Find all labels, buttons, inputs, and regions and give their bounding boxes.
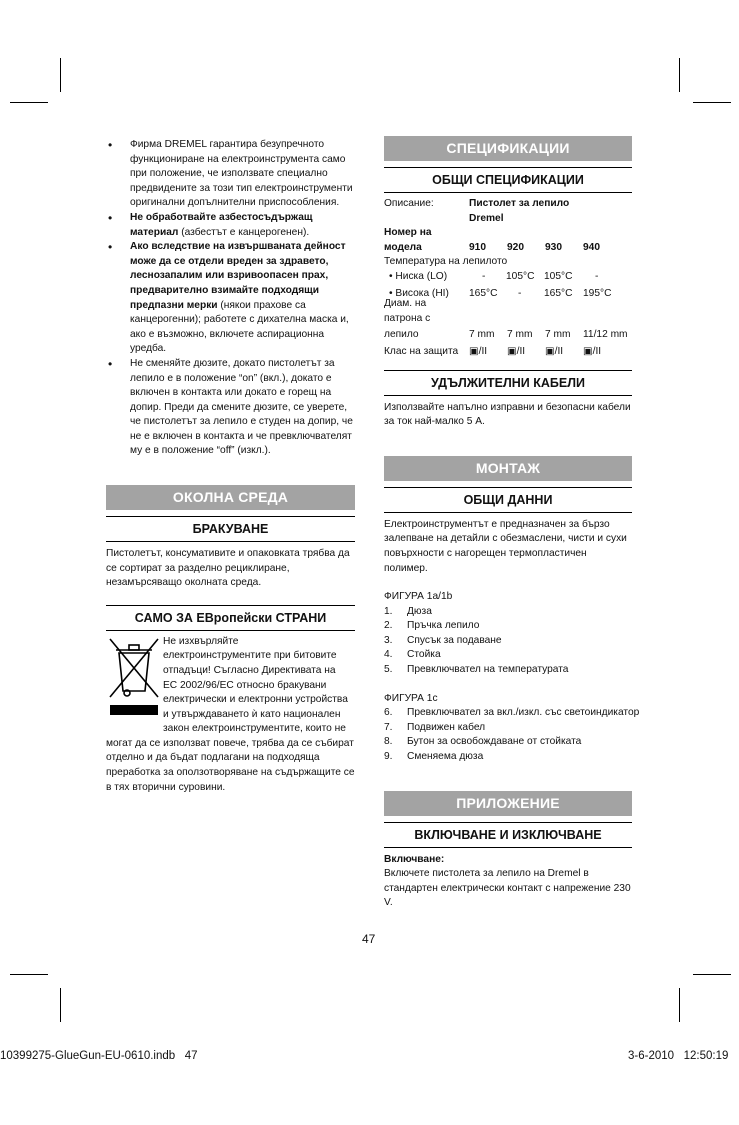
spec-value: 7 mm [545,329,571,341]
spec-value: 11/12 mm [583,329,628,341]
crop-mark [693,974,731,975]
spec-value: - [595,270,599,282]
eu-line: отпадъци! Съгласно Директивата на [163,665,336,677]
spec-value: 7 mm [507,329,533,341]
list-item: 6. Превключвател за вкл./изкл. със светоиндикатор [384,707,640,719]
crop-mark [679,58,680,92]
disposal-text: Пистолетът, консумативите и опаковката трябва да се сортират за разделно рециклиране, незамърсяващо околната среда. [106,548,350,589]
eu-heading: САМО ЗА ЕВропейски СТРАНИ [106,605,355,631]
eu-line: Не изхвърляйте [163,635,239,647]
eu-line: ЕС 2002/96/ЕС относно бракувани [163,679,327,691]
spec-value: - [482,270,486,282]
left-column [106,138,355,795]
spec-value: 7 mm [469,329,495,341]
application-banner: ПРИЛОЖЕНИЕ [384,791,632,816]
spec-label: Номер на [384,227,432,239]
spec-value: Пистолет за лепило [469,198,570,209]
model-number: 920 [507,241,524,253]
general-data-heading: ОБЩИ ДАННИ [384,487,632,513]
figure-1-list [384,605,632,678]
spec-label: патрона с [384,312,431,324]
spec-value: ▣/II [507,345,526,357]
crop-mark [679,988,680,1022]
extension-cables-heading: УДЪЛЖИТЕЛНИ КАБЕЛИ [384,370,632,396]
list-item: • Фирма DREMEL гарантира безупречното функциониране на електроинструмента само при положение, че използвате специално предвидените за този тип електроинструменти оригинални допълнителни приспособления. [106,138,355,211]
spec-label: лепило [384,329,419,341]
model-number: 930 [545,241,562,253]
disposal-heading: БРАКУВАНЕ [106,516,355,542]
footer-file-info: 10399275-GlueGun-EU-0610.indb 47 [0,1050,198,1062]
crop-mark [10,102,48,103]
crop-mark [60,988,61,1022]
switch-on-label: Включване: [384,853,445,865]
spec-label: Описание: [384,198,434,209]
spec-table [384,197,632,360]
spec-value: ▣/II [583,345,602,357]
model-number: 940 [583,241,600,253]
list-item: • Ако вследствие на извършваната дейност може да се отдели вреден за здравето, леснозапалим или взривоопасен прах, предварително взимайте подходящи предпазни мерки (някои прахове са канцерогенни); работете с дихателна маска и, ако е възможно, включете аспирационна уредба. [106,240,355,357]
spec-value: 165°C [469,287,498,299]
list-item: 1. Дюза [384,605,432,617]
list-item: 3. Спусък за подаване [384,634,502,646]
list-item: 7. Подвижен кабел [384,721,486,733]
spec-value: ▣/II [469,345,488,357]
switch-on-text: Включете пистолета за лепило на Dremel в стандартен електрически контакт с напрежение 230 V. [384,868,631,909]
crop-mark [60,58,61,92]
right-column [384,136,640,911]
spec-value: - [518,287,522,299]
crop-mark [10,974,48,975]
spec-label: модела [384,241,422,253]
environment-banner: ОКОЛНА СРЕДА [106,485,355,510]
spec-label: • Ниска (LO) [389,270,448,282]
eu-line: електрически и електронни устройства [163,694,348,706]
list-item: 2. Пръчка лепило [384,620,480,632]
eu-text-lines [163,635,355,737]
eu-text-rest: могат да се използват повече, трябва да се събират отделно и да бъдат подлагани на подходяща преработка за оползотворяване на съдържащите се в тях вторични суровини. [106,737,355,793]
spec-value: 105°C [544,270,573,282]
eu-line: закон електроинструментите, които не [163,723,346,735]
spec-value: Dremel [469,212,504,224]
model-number: 910 [469,241,486,253]
general-data-text: Електроинструментът е предназначен за бързо залепване на детайли с обезмаслени, чисти и сухи повърхности с нагорещен термопластичен полимер. [384,518,627,574]
list-item: • Не сменяйте дюзите, докато пистолетът за лепило е в положение “on” (вкл.), докато е включен в контакта или докато е горещ на допир. Преди да смените дюзите, се уверете, че пистолетът за лепило е студен на допир, че не е включен в контакта и че превключвателят му е в положение “off” (изкл.). [106,357,355,459]
safety-bullets [106,138,355,459]
spec-label: Диам. на [384,298,427,310]
footer-timestamp: 3-6-2010 12:50:19 [628,1050,729,1062]
page-number: 47 [362,932,376,946]
eu-block [106,635,355,737]
spec-value: 195°C [583,287,612,299]
crop-mark [693,102,731,103]
list-item: 9. Сменяема дюза [384,751,484,763]
spec-value: 105°C [506,270,535,282]
eu-line: електроинструментите при битовите [163,650,337,662]
crossed-bin-icon [106,635,162,717]
list-item: 4. Стойка [384,649,441,661]
spec-value: 165°C [544,287,573,299]
figure-1-label: ФИГУРА 1a/1b [384,591,453,603]
spec-label: • Висока (HI) [389,287,449,299]
list-item: 8. Бутон за освобождаване от стойката [384,736,582,748]
general-specs-heading: ОБЩИ СПЕЦИФИКАЦИИ [384,167,632,193]
assembly-banner: МОНТАЖ [384,456,632,481]
figure-2-list [384,706,640,764]
eu-line: и утвърждаването ѝ като национален [163,708,341,720]
list-item: 5. Превключвател на температурата [384,664,569,676]
spec-label: Клас на защита [384,345,459,357]
on-off-heading: ВКЛЮЧВАНЕ И ИЗКЛЮЧВАНЕ [384,822,632,848]
specifications-banner: СПЕЦИФИКАЦИИ [384,136,632,161]
spec-value: ▣/II [545,345,564,357]
extension-cables-text: Използвайте напълно изправни и безопасни кабели за ток най-малко 5 A. [384,401,631,428]
spec-label: Температура на лепилото [384,256,508,268]
figure-2-label: ФИГУРА 1c [384,692,438,704]
list-item: • Не обработвайте азбестосъдържащ материал (азбестът е канцерогенен). [106,211,355,240]
